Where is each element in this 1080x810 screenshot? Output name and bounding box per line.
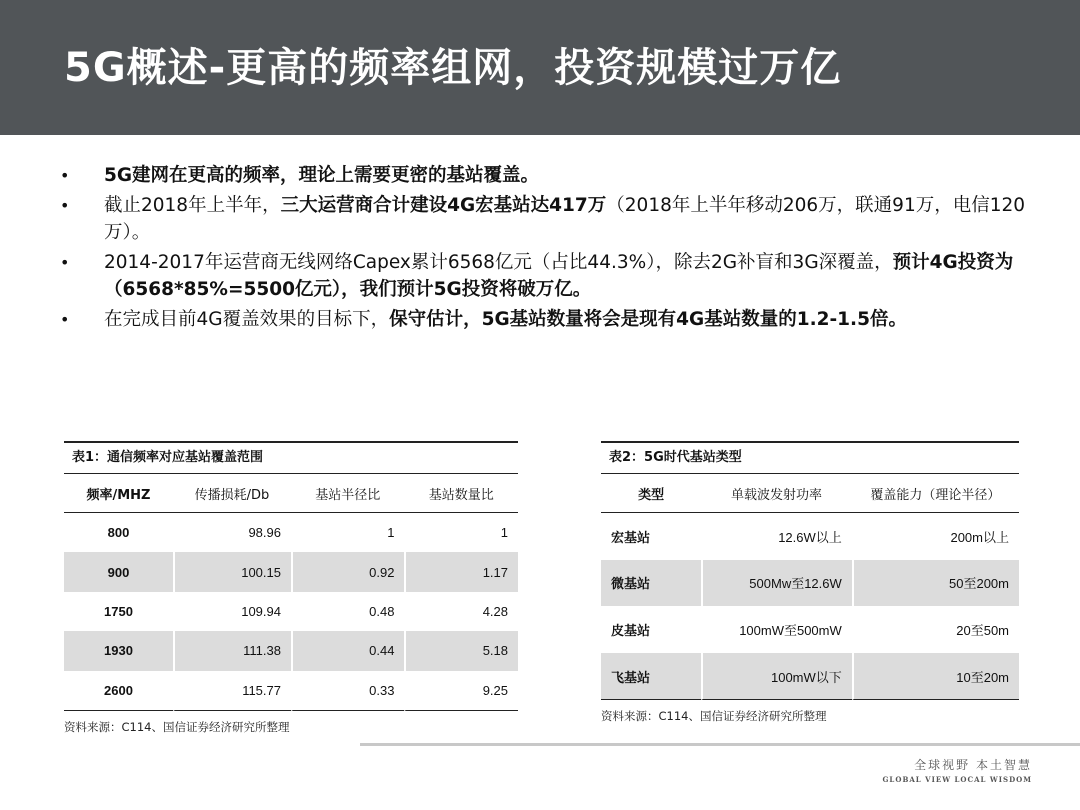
footer-divider [360,743,1080,746]
brand-slogan-en: GLOBAL VIEW LOCAL WISDOM [882,775,1032,784]
table-1-header: 基站数量比 [404,473,518,513]
table-cell: 1750 [104,603,133,619]
table-2-header: 类型 [601,473,701,513]
table-cell: 0.44 [291,631,405,670]
bullet-dot-icon: • [60,196,70,215]
bullet-text: 在完成目前4G覆盖效果的目标下， [104,309,390,330]
table-cell: 0.48 [291,592,405,631]
bullet-text: 预计4G投资为（6568*85%=5500亿元），我们预计5G投资将破万亿。 [104,252,1014,300]
table-cell: 0.33 [291,671,405,711]
table-cell: 100.15 [173,552,291,591]
table-cell: 900 [64,552,173,591]
bullet-item [60,162,1040,189]
table-1-header: 基站半径比 [291,473,405,513]
bullet-text: 保守估计，5G基站数量将会是现有4G基站数量的1.2-1.5倍。 [389,309,907,330]
slide-title: 5G概述-更高的频率组网，投资规模过万亿 [64,45,842,91]
table-row [64,552,518,591]
table-row [64,671,518,711]
bullet-list [60,162,1040,336]
table-cell: 1.17 [404,552,518,591]
bullet-dot-icon: • [60,253,70,272]
bullet-item [60,306,1040,333]
bullet-text: 截止2018年上半年， [104,195,281,216]
bullet-text: 2014-2017年运营商无线网络Capex累计6568亿元（占比44.3%），除去2G补盲和3G深覆盖， [104,252,893,273]
table-row [601,560,1019,607]
table-cell: 飞基站 [601,653,701,701]
table-cell: 1 [291,513,405,552]
table-cell: 4.28 [404,592,518,631]
bullet-text: （2018年上半年移动206万，联通91万，电信120万）。 [104,195,1026,243]
table-row [601,653,1019,701]
table-cell: 10至20m [852,653,1019,701]
table-cell: 1930 [64,631,173,670]
table-2-header: 覆盖能力（理论半径） [852,473,1019,513]
table-row [601,513,1019,560]
table-row [601,606,1019,653]
table-cell: 50至200m [852,560,1019,607]
table-cell: 9.25 [404,671,518,711]
table-2-source: 资料来源：C114、国信证券经济研究所整理 [601,709,827,724]
bullet-text: 三大运营商合计建设4G宏基站达417万 [280,195,607,216]
title-bar [0,0,1080,135]
table-cell: 800 [107,525,130,541]
table-2-header: 单载波发射功率 [701,473,851,513]
bullet-dot-icon: • [60,310,70,329]
table-cell: 109.94 [173,592,291,631]
table-cell: 111.38 [173,631,291,670]
table-row [64,592,518,631]
table-cell: 2600 [64,671,173,711]
table-cell: 0.92 [291,552,405,591]
table-cell: 115.77 [173,671,291,711]
table-cell: 20至50m [852,606,1019,653]
brand-slogan-cn: 全球视野 本土智慧 [914,758,1032,772]
bullet-item [60,192,1040,246]
table-cell: 1 [404,513,518,552]
table-cell: 98.96 [173,513,291,552]
table-2-title: 表2：5G时代基站类型 [601,441,1019,473]
table-cell: 5.18 [404,631,518,670]
table-row [64,631,518,670]
table-cell: 200m以上 [852,513,1019,560]
footer-brand [882,756,1032,784]
bullet-item [60,249,1040,303]
bullet-dot-icon: • [60,166,70,185]
table-1-title: 表1：通信频率对应基站覆盖范围 [64,441,518,473]
table-1-source: 资料来源：C114、国信证券经济研究所整理 [64,719,290,734]
table-cell: 500Mw至12.6W [701,560,851,607]
table-row [64,513,518,552]
table-1-header: 传播损耗/Db [173,473,291,513]
table-cell: 微基站 [601,560,701,607]
table-1-header: 频率/MHZ [64,473,173,513]
table-cell: 皮基站 [611,623,651,639]
table-cell: 100mW至500mW [701,606,851,653]
table-cell: 100mW以下 [701,653,851,701]
bullet-text: 5G建网在更高的频率，理论上需要更密的基站覆盖。 [104,165,540,186]
table-1 [64,441,518,735]
table-2 [601,441,1019,724]
table-cell: 宏基站 [611,530,651,546]
table-cell: 12.6W以上 [701,513,851,560]
